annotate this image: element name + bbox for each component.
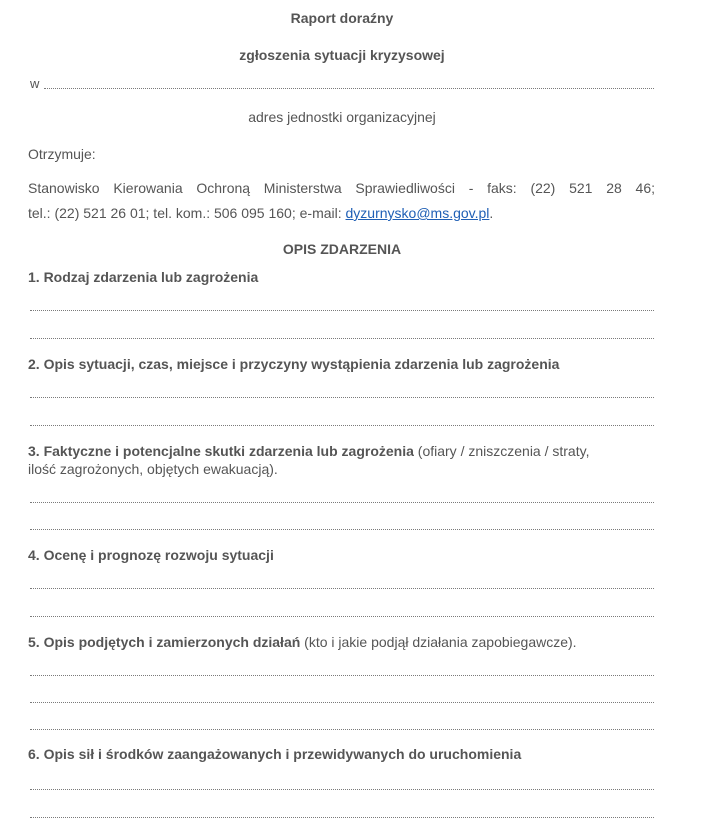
section-6-title: 6. Opis sił i środków zaangażowanych i przewidywanych do uruchomienia	[28, 746, 522, 762]
section-3-fill-line[interactable]	[30, 502, 654, 503]
section-5-title: 5. Opis podjętych i zamierzonych działań	[28, 634, 301, 650]
section-5-heading	[28, 634, 577, 650]
recipient-line-end: .	[489, 205, 494, 221]
section-3-title: 3. Faktyczne i potencjalne skutki zdarzenia lub zagrożenia	[28, 443, 414, 459]
section-1-title: 1. Rodzaj zdarzenia lub zagrożenia	[28, 269, 259, 285]
recipient-line-2	[28, 205, 493, 221]
document-subtitle: zgłoszenia sytuacji kryzysowej	[239, 47, 445, 63]
recipient-label: Otrzymuje:	[28, 146, 96, 162]
address-prefix: w	[30, 76, 40, 91]
section-6-fill-line[interactable]	[30, 817, 654, 818]
section-4-fill-line[interactable]	[30, 588, 654, 589]
recipient-contact-text: tel.: (22) 521 26 01; tel. kom.: 506 095 160; e-mail:	[28, 205, 346, 221]
section-5-fill-line[interactable]	[30, 729, 654, 730]
section-6-fill-line[interactable]	[30, 789, 654, 790]
section-5-note: (kto i jakie podjął działania zapobiegawcze).	[300, 634, 577, 650]
section-5-fill-line[interactable]	[30, 675, 654, 676]
section-1-fill-line[interactable]	[30, 310, 654, 311]
section-2-fill-line[interactable]	[30, 425, 654, 426]
section-3-note-continued: ilość zagrożonych, objętych ewakuacją).	[28, 461, 278, 477]
section-3-heading	[28, 443, 589, 459]
section-1-fill-line[interactable]	[30, 338, 654, 339]
document-title: Raport doraźny	[290, 10, 394, 26]
section-5-fill-line[interactable]	[30, 702, 654, 703]
section-3-fill-line[interactable]	[30, 529, 654, 530]
address-caption: adres jednostki organizacyjnej	[248, 109, 436, 125]
section-4-title: 4. Ocenę i prognozę rozwoju sytuacji	[28, 547, 274, 563]
email-link[interactable]: dyzurnysko@ms.gov.pl	[345, 205, 490, 221]
section-2-title: 2. Opis sytuacji, czas, miejsce i przyczyny wystąpienia zdarzenia lub zagrożenia	[28, 356, 560, 372]
address-fill-line[interactable]	[44, 88, 654, 89]
section-2-fill-line[interactable]	[30, 397, 654, 398]
section-3-note: (ofiary / zniszczenia / straty,	[413, 443, 590, 459]
recipient-line-1: Stanowisko Kierowania Ochroną Ministerstwa Sprawiedliwości - faks: (22) 521 28 46;	[28, 180, 655, 196]
section-heading: OPIS ZDARZENIA	[282, 241, 402, 257]
section-4-fill-line[interactable]	[30, 616, 654, 617]
